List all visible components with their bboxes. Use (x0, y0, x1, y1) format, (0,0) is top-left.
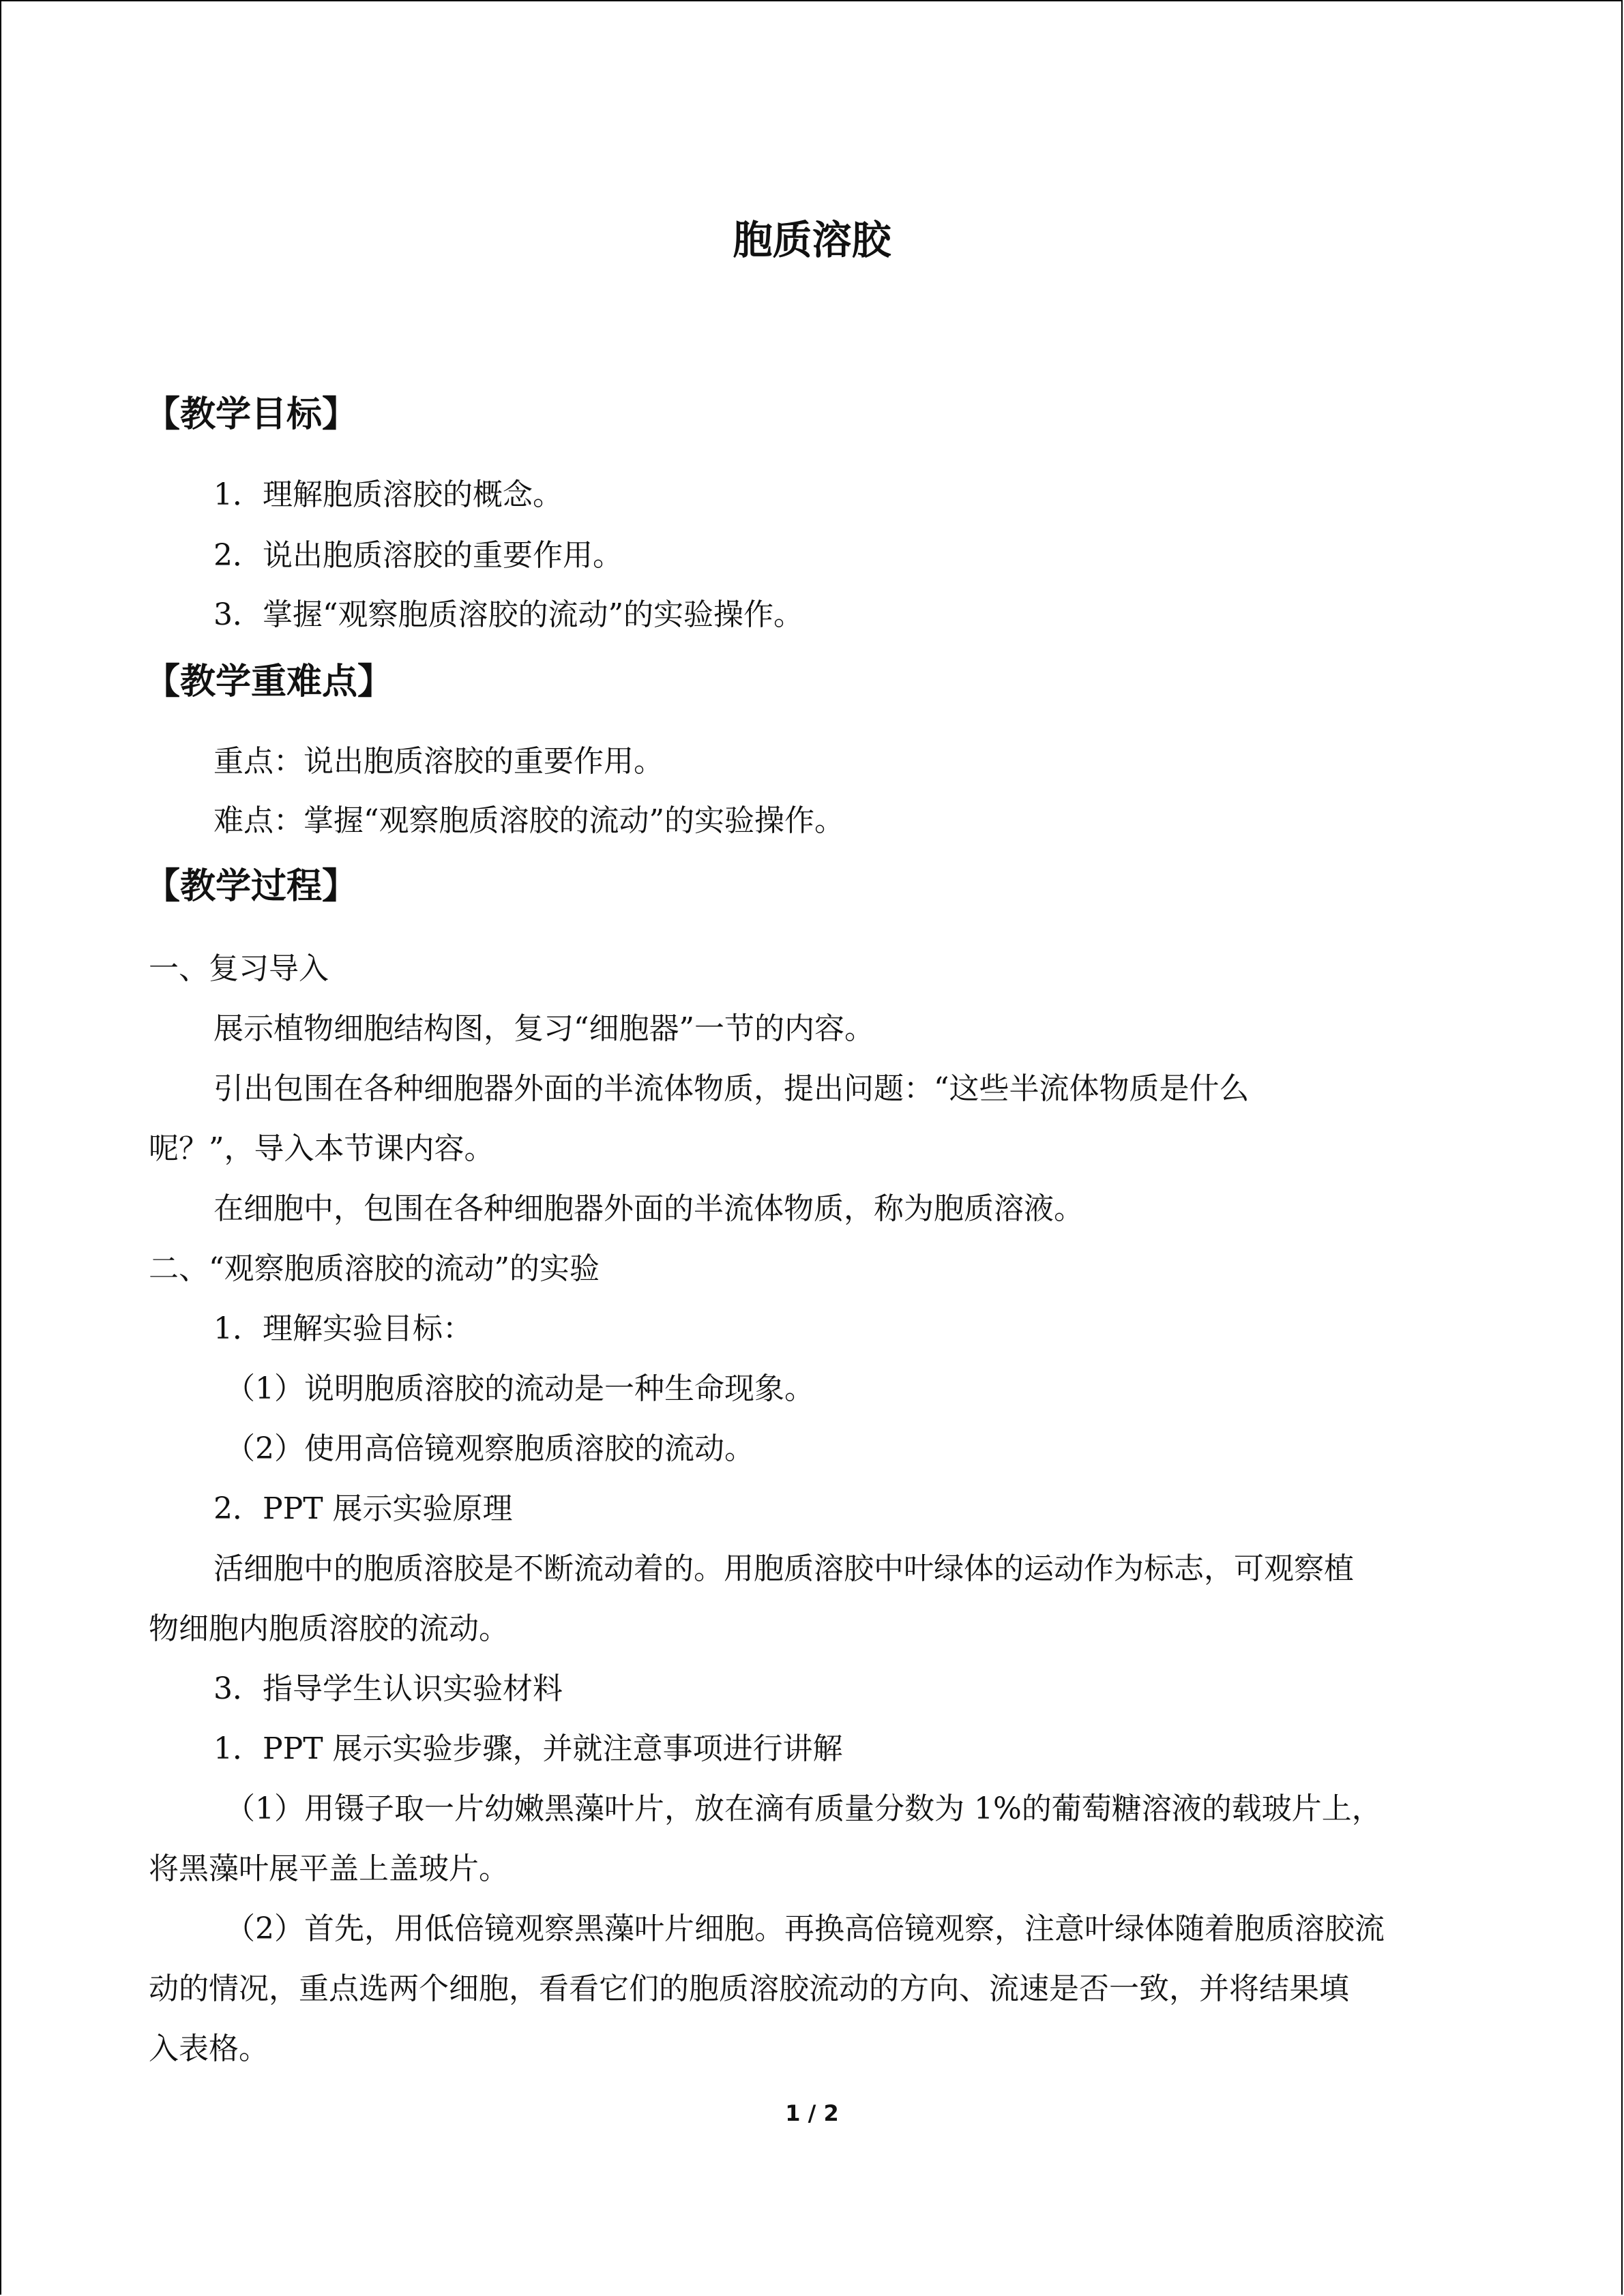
process-line-13: 3．指导学生认识实验材料 (213, 1671, 563, 1706)
goal-item-1: 1．理解胞质溶胶的概念。 (213, 477, 563, 512)
process-line-16: 将黑藻叶展平盖上盖玻片。 (149, 1851, 509, 1886)
process-line-6: 二、“观察胞质溶胶的流动”的实验 (149, 1251, 600, 1286)
process-line-10: 2．PPT 展示实验原理 (213, 1491, 513, 1526)
document-title: 胞质溶胶 (733, 217, 891, 263)
goal-item-2: 2．说出胞质溶胶的重要作用。 (213, 538, 623, 573)
goal-item-3: 3．掌握“观察胞质溶胶的流动”的实验操作。 (213, 597, 803, 632)
process-line-9: （2）使用高倍镜观察胞质溶胶的流动。 (225, 1431, 754, 1466)
process-line-18: 动的情况，重点选两个细胞，看看它们的胞质溶胶流动的方向、流速是否一致，并将结果填 (149, 1971, 1349, 2006)
process-line-12: 物细胞内胞质溶胶的流动。 (149, 1611, 509, 1646)
process-line-4: 呢？”，导入本节课内容。 (149, 1131, 494, 1166)
page-number: 1 / 2 (785, 2100, 839, 2126)
process-line-17: （2）首先，用低倍镜观察黑藻叶片细胞。再换高倍镜观察，注意叶绿体随着胞质溶胶流 (225, 1911, 1385, 1946)
process-line-3: 引出包围在各种细胞器外面的半流体物质，提出问题：“这些半流体物质是什么 (213, 1071, 1250, 1106)
process-line-7: 1．理解实验目标： (213, 1311, 473, 1346)
keypoint-item-1: 重点：说出胞质溶胶的重要作用。 (213, 744, 664, 779)
process-line-14: 1．PPT 展示实验步骤，并就注意事项进行讲解 (213, 1731, 843, 1766)
process-line-15: （1）用镊子取一片幼嫩黑藻叶片，放在滴有质量分数为 1%的葡萄糖溶液的载玻片上， (225, 1791, 1382, 1826)
keypoint-item-2: 难点：掌握“观察胞质溶胶的流动”的实验操作。 (213, 803, 844, 838)
process-line-19: 入表格。 (149, 2031, 269, 2066)
process-line-11: 活细胞中的胞质溶胶是不断流动着的。用胞质溶胶中叶绿体的运动作为标志，可观察植 (213, 1551, 1354, 1586)
process-line-8: （1）说明胞质溶胶的流动是一种生命现象。 (225, 1371, 814, 1406)
section-heading-keypoints: 【教学重难点】 (145, 661, 394, 702)
process-line-5: 在细胞中，包围在各种细胞器外面的半流体物质，称为胞质溶液。 (213, 1191, 1084, 1226)
process-line-2: 展示植物细胞结构图，复习“细胞器”一节的内容。 (213, 1011, 874, 1046)
section-heading-process: 【教学过程】 (145, 866, 358, 907)
section-heading-goals: 【教学目标】 (145, 394, 358, 435)
process-line-1: 一、复习导入 (149, 951, 329, 986)
